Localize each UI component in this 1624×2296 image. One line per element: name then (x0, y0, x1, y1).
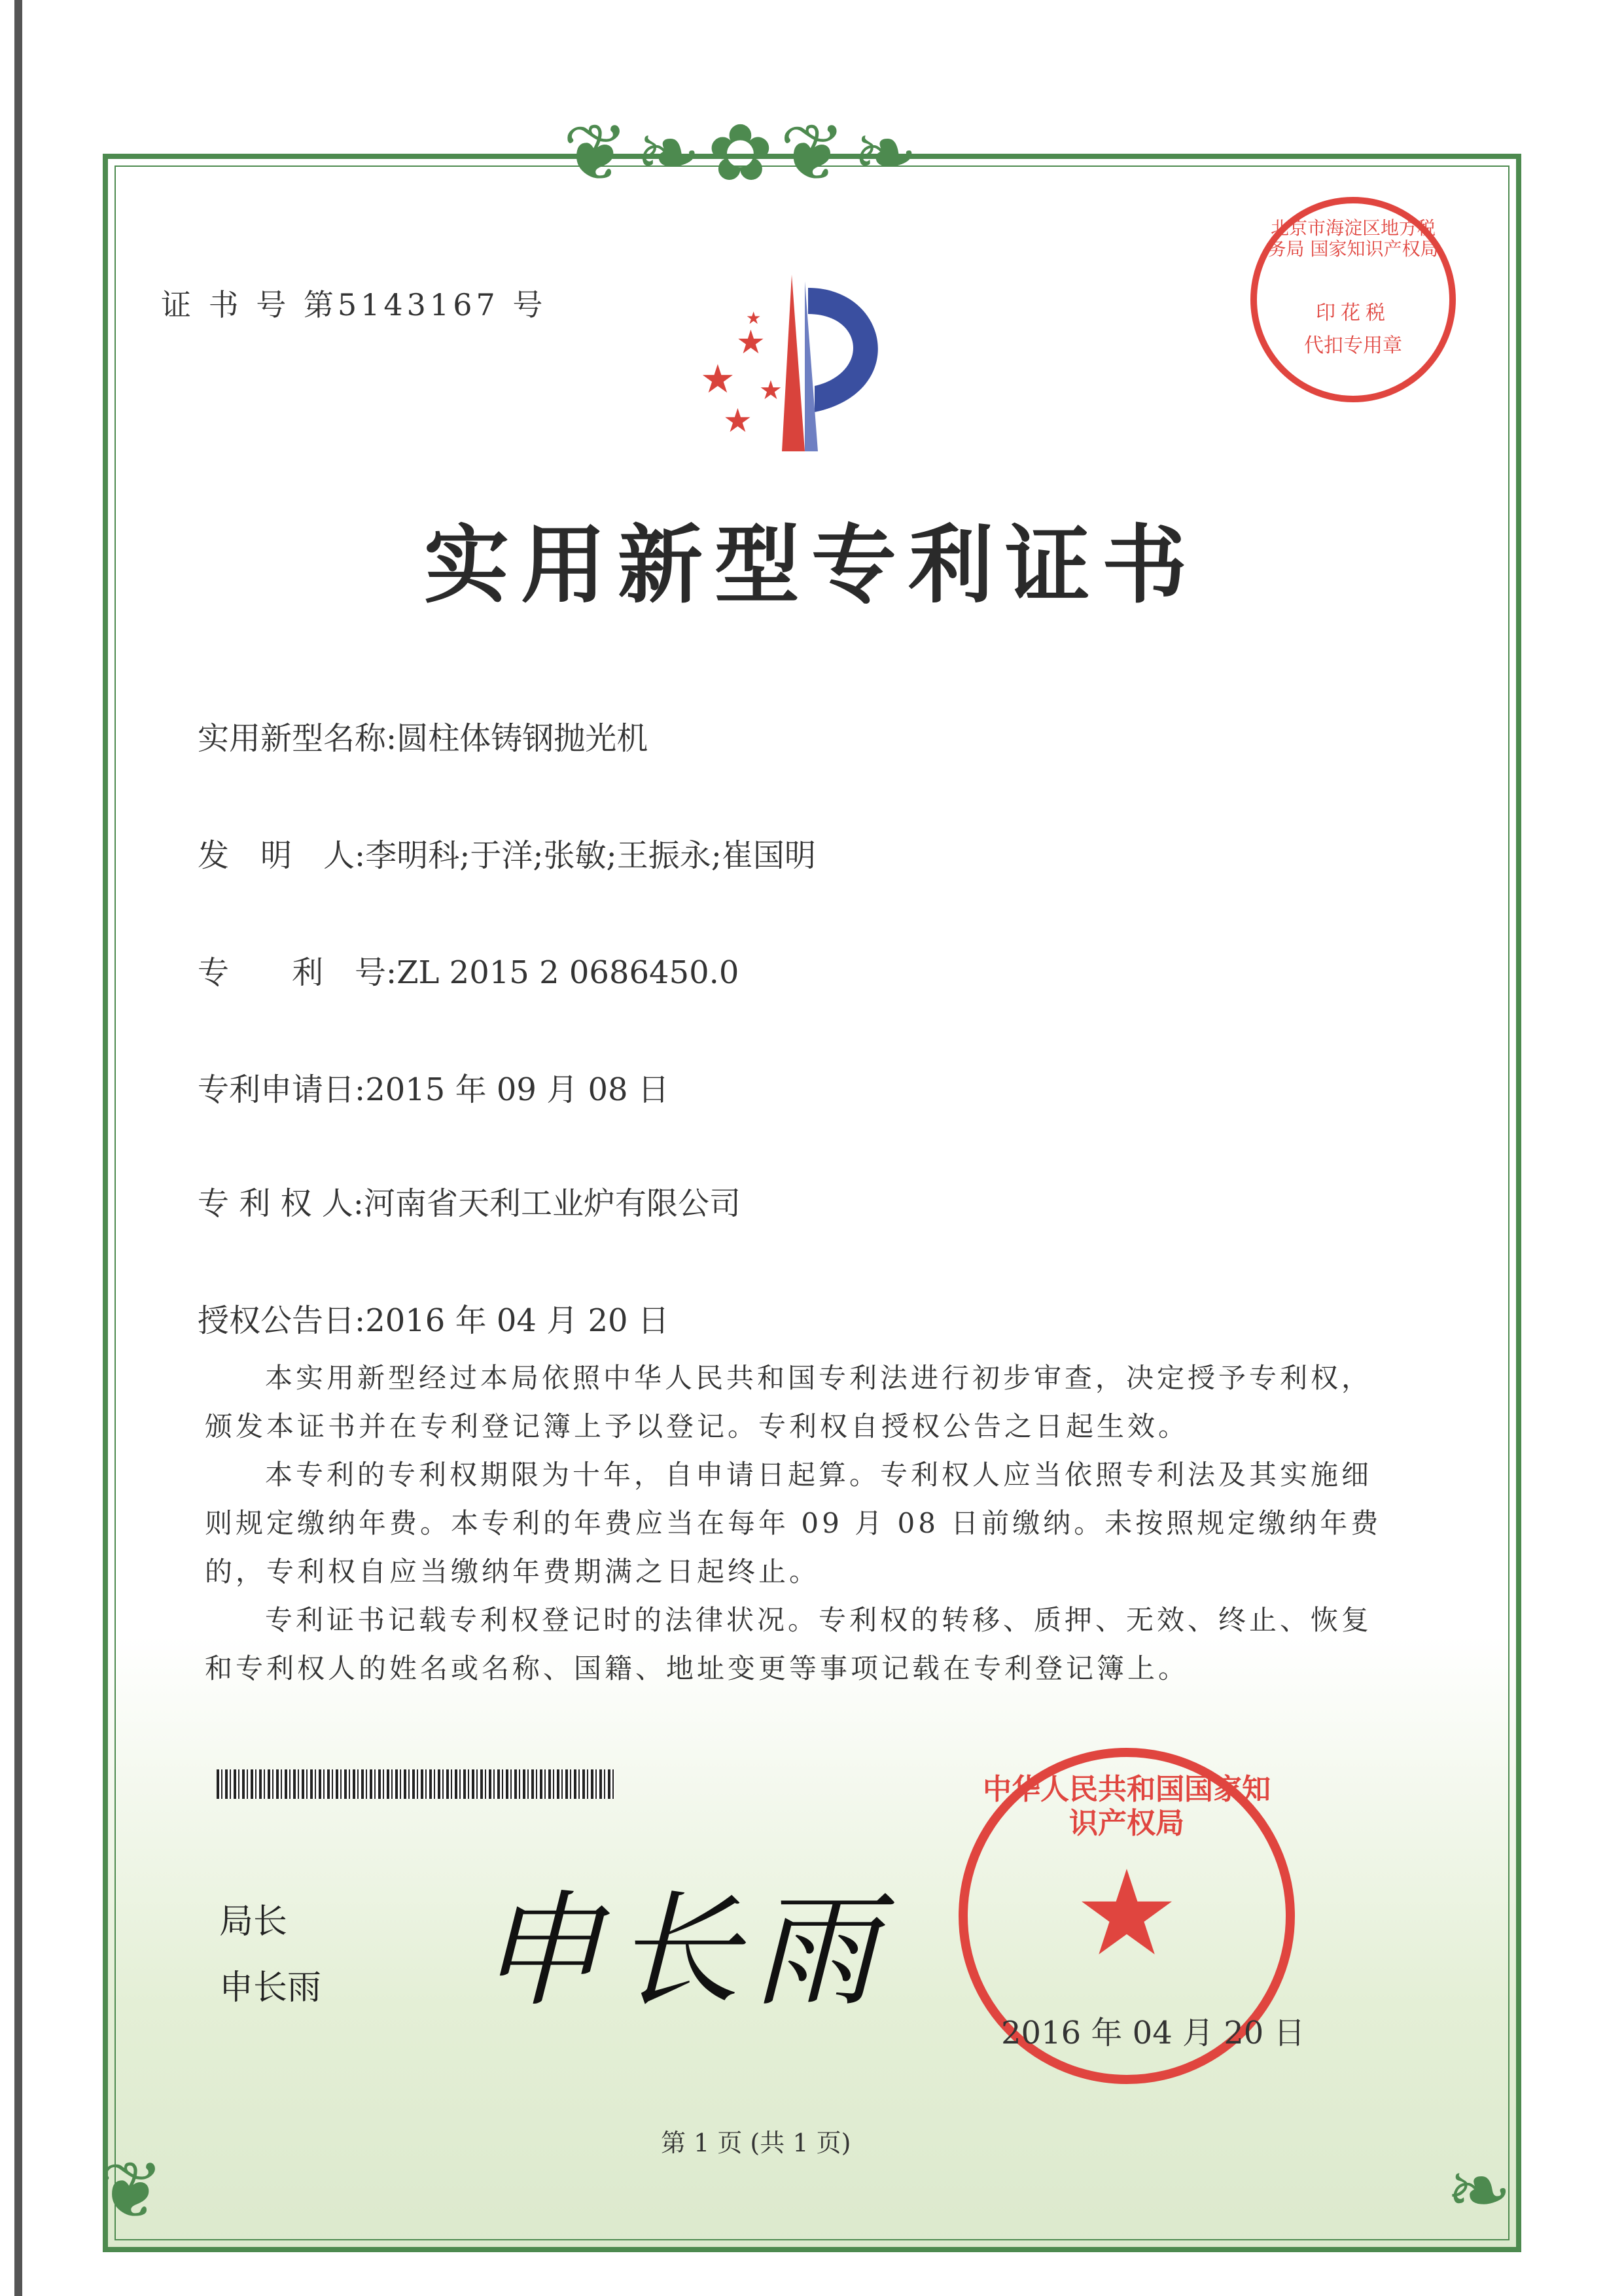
seal-date: 2016 年 04 月 20 日 (1001, 2015, 1305, 2051)
field-utility-model-name (198, 713, 648, 758)
certificate-number: 证 书 号 第5143167 号 (161, 287, 547, 322)
field-application-date (198, 1064, 669, 1109)
svg-text:★: ★ (700, 357, 735, 402)
field-label: 发 明 人: (198, 837, 366, 874)
paragraph: 本专利的专利权期限为十年，自申请日起算。专利权人应当依照专利法及其实施细则规定缴纳年费。本专利的年费应当在每年 09 月 08 日前缴纳。未按照规定缴纳年费的，专利权自应当缴纳年费期满之日起终止。 (205, 1459, 1382, 1588)
field-value: 2016 年 04 月 20 日 (365, 1302, 669, 1339)
scan-edge (14, 0, 22, 2296)
signatory-role: 局长 (219, 1902, 288, 1941)
paragraph: 专利证书记载专利权登记时的法律状况。专利权的转移、质押、无效、终止、恢复和专利权人的姓名或名称、国籍、地址变更等事项记载在专利登记簿上。 (205, 1604, 1373, 1684)
signature: 申长雨 (478, 1879, 891, 2023)
tax-stamp-line1: 印花税 (1316, 302, 1390, 324)
page-footer: 第 1 页 (共 1 页) (661, 2129, 851, 2157)
tax-stamp-line2: 代扣专用章 (1304, 334, 1402, 357)
field-label: 实用新型名称: (198, 720, 397, 757)
legal-text (205, 1354, 1383, 1693)
svg-text:★: ★ (759, 375, 783, 406)
national-emblem-icon: ★ (1074, 1845, 1180, 1982)
field-value: 河南省天利工业炉有限公司 (363, 1185, 741, 1222)
patent-office-logo-icon (674, 262, 923, 458)
paragraph: 本实用新型经过本局依照中华人民共和国专利法进行初步审查，决定授予专利权，颁发本证书并在专利登记簿上予以登记。专利权自授权公告之日起生效。 (205, 1362, 1373, 1442)
field-patentee (198, 1178, 741, 1223)
field-value: 圆柱体铸钢抛光机 (397, 720, 648, 757)
field-label: 专 利 权 人: (198, 1185, 364, 1222)
field-label: 专 利 号: (198, 954, 397, 991)
svg-text:★: ★ (723, 402, 752, 440)
tax-stamp (1250, 197, 1456, 402)
field-grant-date (198, 1295, 669, 1340)
corner-ornament-icon: ❧ (1446, 2146, 1512, 2236)
corner-ornament-icon: ❦ (98, 2146, 164, 2236)
field-label: 授权公告日: (198, 1302, 366, 1339)
tax-stamp-ring-text: 北京市海淀区地方税务局 国家知识产权局 (1267, 217, 1439, 260)
field-value: ZL 2015 2 0686450.0 (397, 954, 739, 991)
field-patent-number (198, 947, 739, 992)
page-title: 实用新型专利证书 (424, 515, 1199, 615)
svg-text:★: ★ (736, 323, 766, 361)
field-label: 专利申请日: (198, 1071, 366, 1108)
top-ornament-icon: ❦❧✿❦❧ (563, 108, 925, 199)
field-value: 李明科;于洋;张敏;王振永;崔国明 (365, 837, 816, 874)
barcode (217, 1769, 614, 1799)
field-inventors (198, 830, 816, 875)
signatory-name: 申长雨 (219, 1968, 322, 2008)
office-seal-ring-text: 中华人民共和国国家知识产权局 (983, 1773, 1271, 1840)
svg-text:★: ★ (746, 309, 762, 328)
field-value: 2015 年 09 月 08 日 (365, 1071, 669, 1108)
